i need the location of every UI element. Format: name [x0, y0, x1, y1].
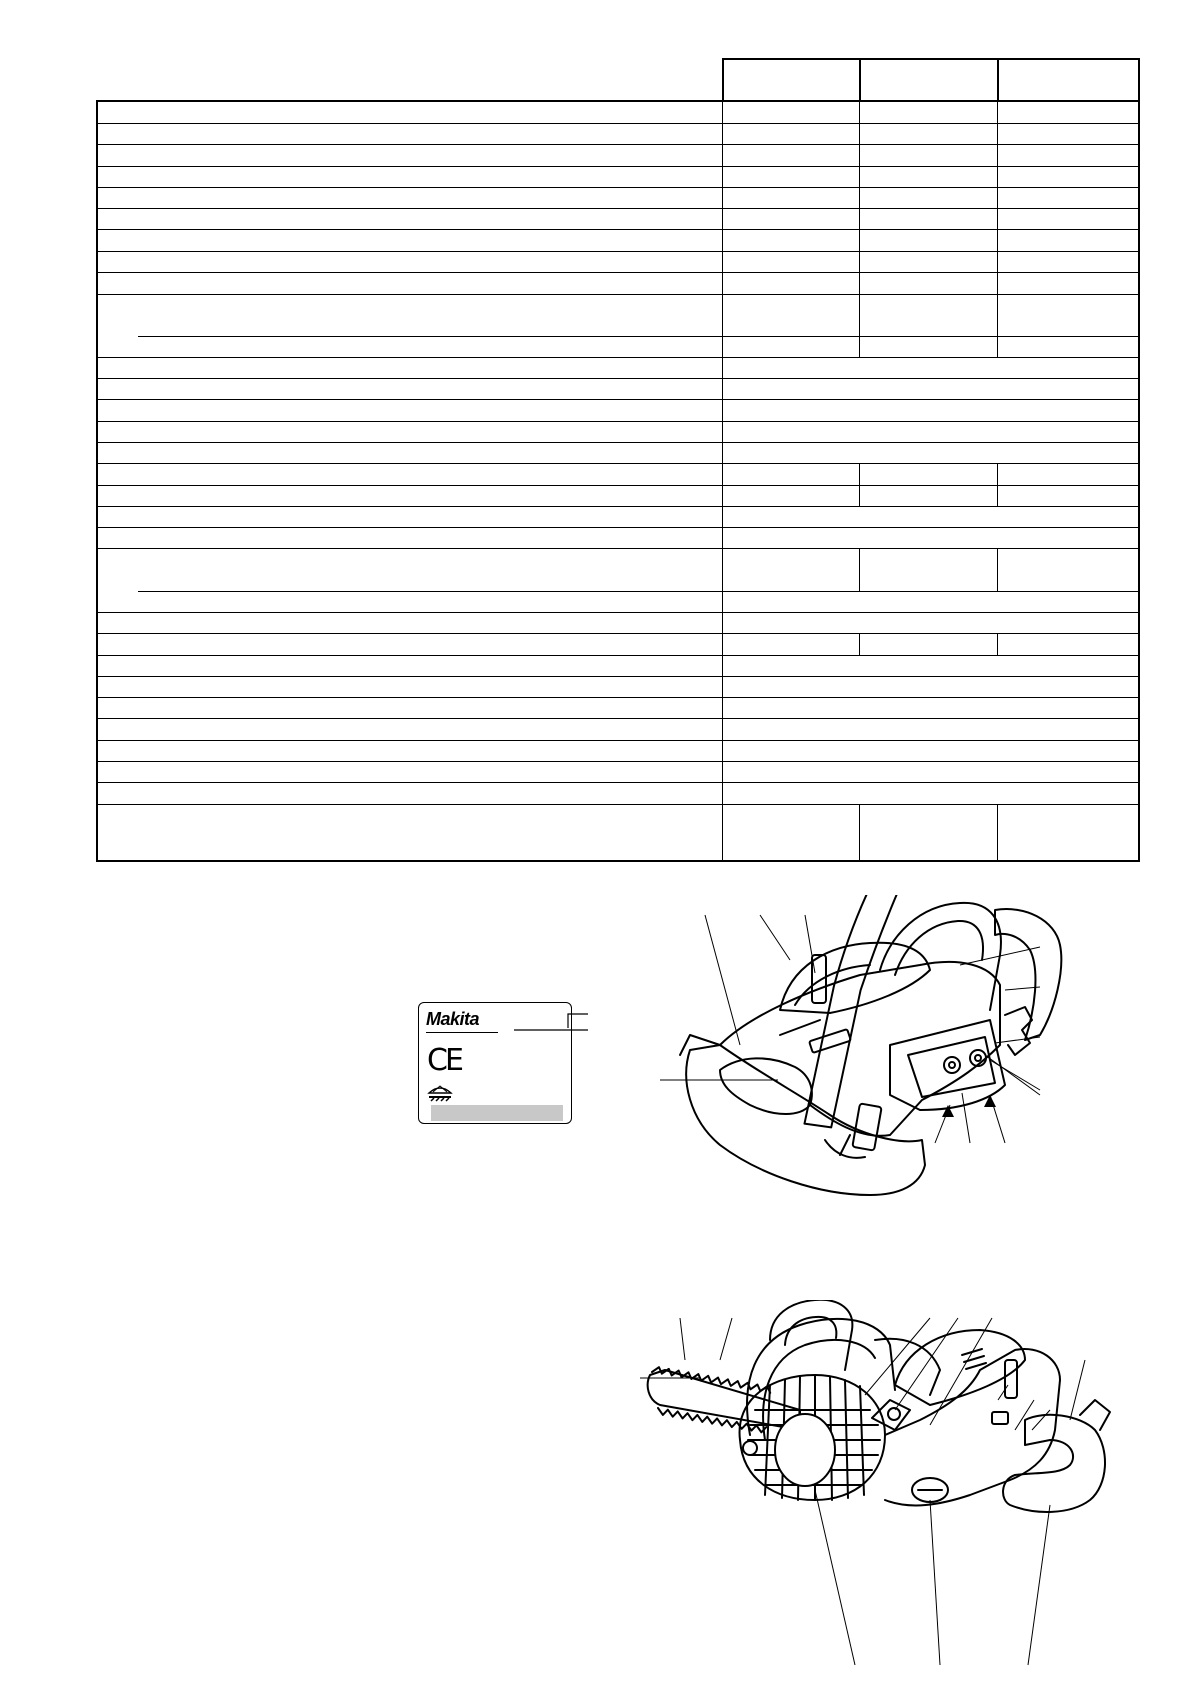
table-row-divider: [98, 442, 1138, 443]
table-model-divider: [859, 208, 860, 229]
table-row-divider: [98, 144, 1138, 145]
table-model-divider: [859, 804, 860, 862]
table-row-divider: [98, 633, 1138, 634]
table-row-divider: [98, 485, 1138, 486]
table-model-divider: [859, 144, 860, 166]
table-row-divider: [98, 740, 1138, 741]
table-row-divider: [98, 294, 1138, 295]
table-row-divider: [98, 804, 1138, 805]
label-callout-lines: [510, 1000, 590, 1050]
table-row-divider: [98, 697, 1138, 698]
model-column-header-1: [722, 58, 861, 100]
table-row-divider: [98, 378, 1138, 379]
table-row-divider: [98, 272, 1138, 273]
label-serial-bar: [431, 1105, 563, 1121]
table-row-divider: [98, 187, 1138, 188]
chain-saw-front-view-figure: [640, 1300, 1130, 1670]
table-column-divider: [722, 100, 723, 862]
model-column-header-2: [859, 58, 999, 100]
table-model-divider: [997, 229, 998, 251]
table-row-divider: [98, 229, 1138, 230]
table-model-divider: [997, 208, 998, 229]
specification-table: [96, 58, 1140, 862]
table-row-divider: [98, 718, 1138, 719]
table-model-divider: [859, 294, 860, 336]
table-row-divider: [98, 506, 1138, 507]
table-row-divider: [98, 166, 1138, 167]
chain-saw-rear-view-figure: [660, 895, 1130, 1255]
table-row-divider: [98, 357, 1138, 358]
table-model-divider: [859, 633, 860, 655]
table-model-divider: [859, 463, 860, 485]
table-model-divider: [997, 485, 998, 506]
table-model-divider: [859, 123, 860, 144]
table-body: [96, 100, 1140, 862]
table-model-divider: [997, 251, 998, 272]
table-model-divider: [997, 187, 998, 208]
table-model-divider: [859, 336, 860, 357]
table-row-divider: [98, 655, 1138, 656]
model-column-header-3: [997, 58, 1140, 100]
table-row-divider: [98, 123, 1138, 124]
table-row-divider: [98, 399, 1138, 400]
table-model-divider: [997, 272, 998, 294]
table-model-divider: [859, 229, 860, 251]
table-row-divider: [98, 676, 1138, 677]
table-model-divider: [997, 144, 998, 166]
table-row-divider: [98, 463, 1138, 464]
brand-logo: Makita: [426, 1009, 480, 1029]
table-model-divider: [859, 100, 860, 123]
table-row-divider: [98, 761, 1138, 762]
table-row-divider: [98, 782, 1138, 783]
table-model-divider: [859, 272, 860, 294]
table-row-divider: [98, 527, 1138, 528]
chain-saw-warning-icon: [427, 1083, 453, 1103]
table-model-divider: [859, 548, 860, 591]
table-model-divider: [997, 294, 998, 336]
table-row-divider: [138, 336, 1138, 337]
table-model-divider: [997, 633, 998, 655]
table-model-divider: [997, 336, 998, 357]
label-divider: [426, 1032, 498, 1033]
table-row-divider: [98, 208, 1138, 209]
table-model-divider: [997, 166, 998, 187]
table-row-divider: [98, 421, 1138, 422]
ce-mark: CE: [427, 1043, 461, 1078]
table-row-divider: [98, 612, 1138, 613]
table-model-divider: [997, 463, 998, 485]
table-model-divider: [997, 804, 998, 862]
table-model-divider: [997, 123, 998, 144]
table-row-divider: [138, 591, 1138, 592]
table-model-divider: [997, 548, 998, 591]
table-model-divider: [859, 166, 860, 187]
table-row-divider: [98, 251, 1138, 252]
table-model-divider: [859, 251, 860, 272]
table-row-divider: [98, 548, 1138, 549]
table-model-divider: [997, 100, 998, 123]
table-model-divider: [859, 485, 860, 506]
table-model-divider: [859, 187, 860, 208]
